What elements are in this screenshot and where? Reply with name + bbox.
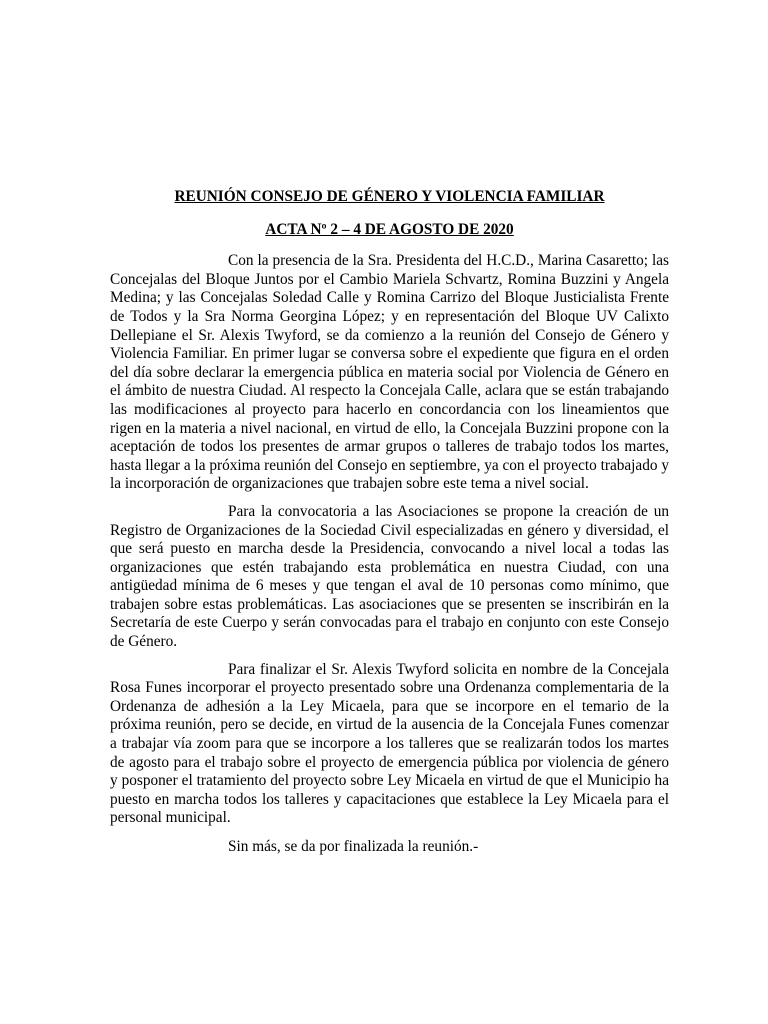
document-body xyxy=(110,188,669,857)
paragraph-final: Para finalizar el Sr. Alexis Twyford solicita en nombre de la Concejala Rosa Funes incorporar el proyecto presentado sobre una Ordenanza complementaria de la Ordenanza de adhesión a la Ley Micaela, para que se incorpore en el temario de la próxima reunión, pero se decide, en virtud de la ausencia de la Concejala Funes comenzar a trabajar vía zoom para que se incorpore a los talleres que se realizarán todos los martes de agosto para el trabajo sobre el proyecto de emergencia pública por violencia de género y posponer el tratamiento del proyecto sobre Ley Micaela en virtud de que el Municipio ha puesto en marcha todos los talleres y capacitaciones que establece la Ley Micaela para el personal municipal. xyxy=(110,660,669,827)
paragraph-attendance: Con la presencia de la Sra. Presidenta del H.C.D., Marina Casaretto; las Concejalas del Bloque Juntos por el Cambio Mariela Schvartz, Romina Buzzini y Angela Medina; y las Concejalas Soledad Calle y Romina Carrizo del Bloque Justicialista Frente de Todos y la Sra Norma Georgina López; y en representación del Bloque UV Calixto Dellepiane el Sr. Alexis Twyford, se da comienzo a la reunión del Consejo de Género y Violencia Familiar. En primer lugar se conversa sobre el expediente que figura en el orden del día sobre declarar la emergencia pública en materia social por Violencia de Género en el ámbito de nuestra Ciudad. Al respecto la Concejala Calle, aclara que se están trabajando las modificaciones al proyecto para hacerlo en concordancia con los lineamientos que rigen en la materia a nivel nacional, en virtud de ello, la Concejala Buzzini propone con la aceptación de todos los presentes de armar grupos o talleres de trabajo todos los martes, hasta llegar a la próxima reunión del Consejo en septiembre, ya con el proyecto trabajado y la incorporación de organizaciones que trabajen sobre este tema a nivel social. xyxy=(110,252,669,493)
paragraph-associations: Para la convocatoria a las Asociaciones se propone la creación de un Registro de Organizaciones de la Sociedad Civil especializadas en género y diversidad, el que será puesto en marcha desde la Presidencia, convocando a nivel local a todas las organizaciones que estén trabajando esta problemática en nuestra Ciudad, con una antigüedad mínima de 6 meses y que tengan el aval de 10 personas como mínimo, que trabajen sobre estas problemáticas. Las asociaciones que se presenten se inscribirán en la Secretaría de este Cuerpo y serán convocadas para el trabajo en conjunto con este Consejo de Género. xyxy=(110,502,669,651)
document-subtitle: ACTA Nº 2 – 4 DE AGOSTO DE 2020 xyxy=(265,220,514,238)
document-title: REUNIÓN CONSEJO DE GÉNERO Y VIOLENCIA FAMILIAR xyxy=(174,188,605,205)
closing-line: Sin más, se da por finalizada la reunión.- xyxy=(228,838,479,855)
